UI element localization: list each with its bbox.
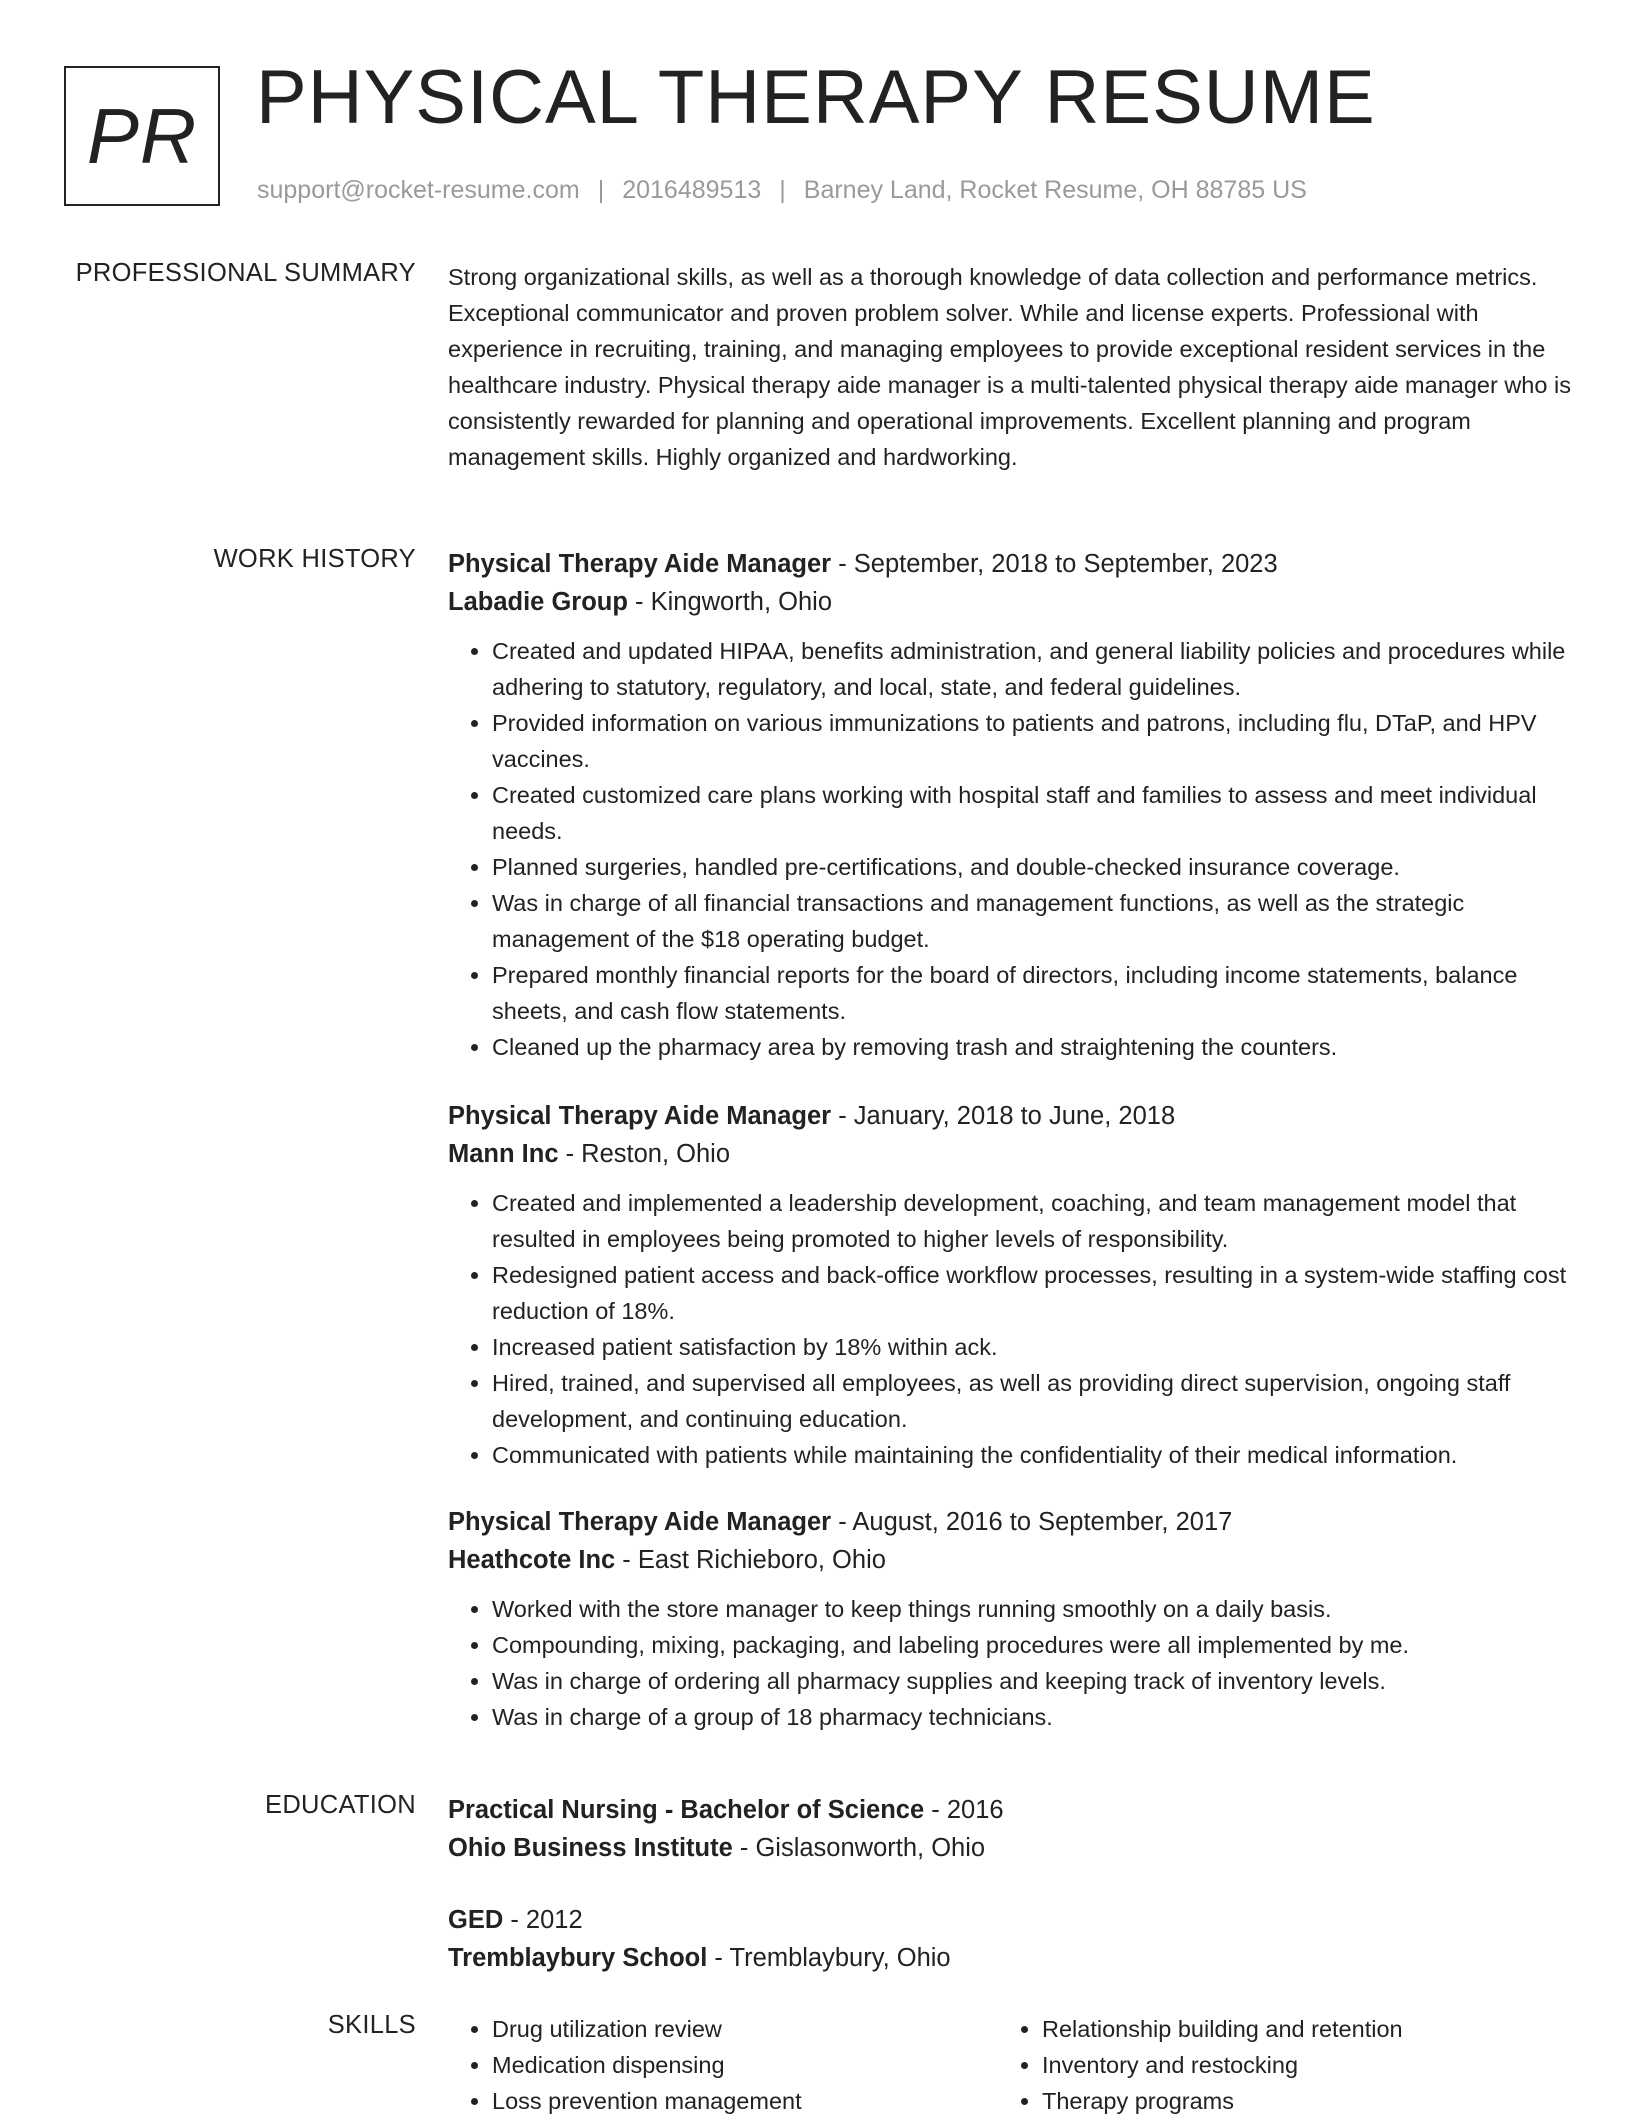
job-bullet: • Was in charge of all financial transactions and management functions, as well as the strategic management of the $18 operating budget. xyxy=(492,885,1576,957)
section-label-education: EDUCATION xyxy=(265,1791,416,1819)
job-bullets xyxy=(448,633,1576,1065)
job-bullet: • Hired, trained, and supervised all employees, as well as providing direct supervision, ongoing staff development, and continuing education. xyxy=(492,1365,1576,1437)
contact-address: Barney Land, Rocket Resume, OH 88785 US xyxy=(803,176,1307,204)
job-title: Physical Therapy Aide Manager xyxy=(448,1102,832,1130)
skills-list-right xyxy=(998,2011,1562,2119)
skills-body xyxy=(448,2011,1576,2119)
job-bullet: • Created and updated HIPAA, benefits administration, and general liability policies and procedures while adhering to statutory, regulatory, and local, state, and federal guidelines. xyxy=(492,633,1576,705)
job-bullet: • Redesigned patient access and back-office workflow processes, resulting in a system-wide staffing cost reduction of 18%. xyxy=(492,1257,1576,1329)
education-degree-line xyxy=(448,1901,1576,1939)
job-bullets xyxy=(448,1185,1576,1473)
contact-separator: | xyxy=(597,176,605,204)
job-company-line xyxy=(448,583,1576,621)
summary-body xyxy=(448,259,1576,475)
job-company-line xyxy=(448,1135,1576,1173)
section-label-summary: PROFESSIONAL SUMMARY xyxy=(75,259,416,287)
contact-separator: | xyxy=(779,176,786,204)
job-title-line xyxy=(448,1097,1576,1135)
job-bullet: • Prepared monthly financial reports for the board of directors, including income statements, balance sheets, and cash flow statements. xyxy=(492,957,1576,1029)
education-entry xyxy=(448,1901,1576,1977)
education-year: - 2016 xyxy=(924,1796,1004,1824)
skill-item: • Loss prevention management xyxy=(492,2083,998,2119)
skills-columns xyxy=(448,2011,1576,2119)
job-bullets xyxy=(448,1591,1576,1735)
job-bullet: • Compounding, mixing, packaging, and labeling procedures were all implemented by me. xyxy=(492,1627,1576,1663)
contact-email: support@rocket-resume.com xyxy=(257,176,580,204)
job-bullet: • Provided information on various immunizations to patients and patrons, including flu, DTaP, and HPV vaccines. xyxy=(492,705,1576,777)
job-bullet: • Planned surgeries, handled pre-certifications, and double-checked insurance coverage. xyxy=(492,849,1576,885)
skill-item: • Drug utilization review xyxy=(492,2011,998,2047)
job-title-line xyxy=(448,1503,1576,1541)
education-school: Tremblaybury School xyxy=(448,1944,708,1972)
job-title: Physical Therapy Aide Manager xyxy=(448,550,832,578)
education-degree: GED xyxy=(448,1906,504,1934)
skill-item: • Inventory and restocking xyxy=(1042,2047,1562,2083)
education-degree: Practical Nursing - Bachelor of Science xyxy=(448,1796,925,1824)
job-location: - Kingworth, Ohio xyxy=(627,588,833,616)
job-bullet: • Cleaned up the pharmacy area by removing trash and straightening the counters. xyxy=(492,1029,1576,1065)
education-school-line xyxy=(448,1829,1576,1867)
job-bullet: • Created and implemented a leadership development, coaching, and team management model that resulted in employees being promoted to higher levels of responsibility. xyxy=(492,1185,1576,1257)
job-title-line xyxy=(448,545,1576,583)
section-label-work-history: WORK HISTORY xyxy=(213,545,416,573)
education-location: - Tremblaybury, Ohio xyxy=(707,1944,951,1972)
job-bullet: • Was in charge of a group of 18 pharmacy technicians. xyxy=(492,1699,1576,1735)
skill-item: • Medication dispensing xyxy=(492,2047,998,2083)
education-school-line xyxy=(448,1939,1576,1977)
skill-item: • Relationship building and retention xyxy=(1042,2011,1562,2047)
education-location: - Gislasonworth, Ohio xyxy=(732,1834,986,1862)
education-school: Ohio Business Institute xyxy=(448,1834,733,1862)
job-company-line xyxy=(448,1541,1576,1579)
job-title: Physical Therapy Aide Manager xyxy=(448,1508,832,1536)
job-bullet: • Created customized care plans working with hospital staff and families to assess and meet individual needs. xyxy=(492,777,1576,849)
education-degree-line xyxy=(448,1791,1576,1829)
job-company: Labadie Group xyxy=(448,588,628,616)
work-history-body xyxy=(448,545,1576,1735)
job-entry xyxy=(448,1503,1576,1735)
summary-text: Strong organizational skills, as well as a thorough knowledge of data collection and performance metrics. Exceptional communicator and proven problem solver. While and license experts. Professional with experience in recruiting, training, and managing employees to provide exceptional resident services in the healthcare industry. Physical therapy aide manager is a multi-talented physical therapy aide manager who is consistently rewarded for planning and operational improvements. Excellent planning and program management skills. Highly organized and hardworking. xyxy=(448,264,1571,470)
job-location: - East Richieboro, Ohio xyxy=(615,1546,886,1574)
contact-phone: 2016489513 xyxy=(622,176,762,204)
education-body xyxy=(448,1791,1576,1977)
job-entry xyxy=(448,1097,1576,1473)
job-dates: - January, 2018 to June, 2018 xyxy=(831,1102,1176,1130)
job-bullet: • Communicated with patients while maintaining the confidentiality of their medical information. xyxy=(492,1437,1576,1473)
job-bullet: • Worked with the store manager to keep things running smoothly on a daily basis. xyxy=(492,1591,1576,1627)
job-company: Heathcote Inc xyxy=(448,1546,616,1574)
monogram-logo: PR xyxy=(64,66,220,206)
skills-list-left xyxy=(448,2011,998,2119)
contact-line xyxy=(257,176,1307,205)
section-label-skills: SKILLS xyxy=(327,2011,416,2039)
skill-item: • Therapy programs xyxy=(1042,2083,1562,2119)
education-year: - 2012 xyxy=(503,1906,583,1934)
job-bullet: • Was in charge of ordering all pharmacy supplies and keeping track of inventory levels. xyxy=(492,1663,1576,1699)
education-entry xyxy=(448,1791,1576,1867)
job-bullet: • Increased patient satisfaction by 18% within ack. xyxy=(492,1329,1576,1365)
resume-title: PHYSICAL THERAPY RESUME xyxy=(256,55,1376,140)
job-location: - Reston, Ohio xyxy=(558,1140,731,1168)
job-company: Mann Inc xyxy=(448,1140,559,1168)
job-dates: - September, 2018 to September, 2023 xyxy=(831,550,1278,578)
job-dates: - August, 2016 to September, 2017 xyxy=(831,1508,1233,1536)
job-entry xyxy=(448,545,1576,1065)
